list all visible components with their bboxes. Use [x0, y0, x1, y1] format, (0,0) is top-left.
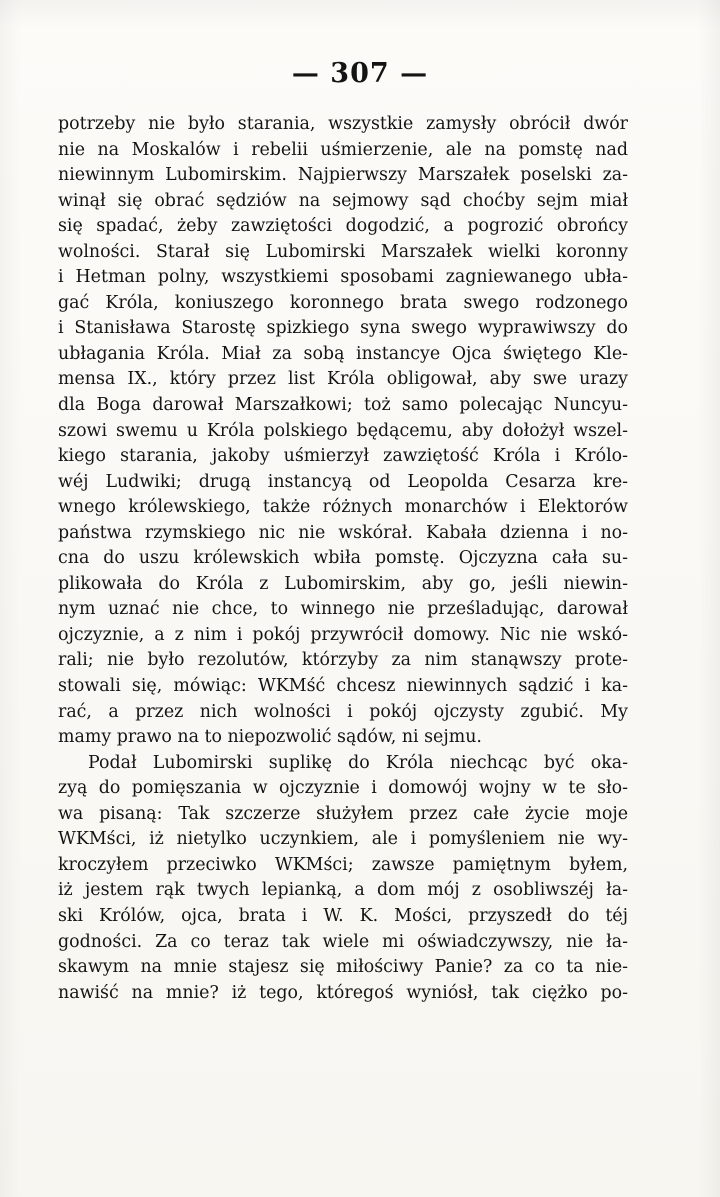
text-line: i Stanisława Starostę spizkiego syna swego wyprawiwszy do [58, 318, 628, 339]
text-line: kiego starania, jakoby uśmierzył zawziętość Króla i Królo- [58, 446, 628, 467]
paper-shadow-left [0, 0, 22, 1197]
text-line: państwa rzymskiego nic nie wskórał. Kabała dzienna i no- [58, 522, 628, 543]
text-line: wéj Ludwiki; drugą instancyą od Leopolda Cesarza kre- [58, 471, 628, 492]
text-line: winął się obrać sędziów na sejmowy sąd choćby sejm miał [58, 190, 628, 211]
text-line: Podał Lubomirski suplikę do Króla niechcąc być oka- [88, 752, 628, 773]
text-line: potrzeby nie było starania, wszystkie zamysły obrócił dwór [58, 114, 628, 134]
text-line: cna do uszu królewskich wbiła pomstę. Ojczyzna cała su- [58, 548, 628, 569]
text-line: się spadać, żeby zawziętości dogodzić, a pogrozić obrońcy [58, 216, 628, 237]
text-line: wnego królewskiego, także różnych monarchów i Elektorów [58, 497, 628, 518]
body-text [58, 112, 628, 1006]
text-line: mensa IX., który przez list Króla obligował, aby swe urazy [58, 369, 628, 390]
text-line: wolności. Starał się Lubomirski Marszałek wielki koronny [58, 241, 628, 262]
text-line: ski Królów, ojca, brata i W. K. Mości, przyszedł do téj [58, 905, 628, 926]
text-line: stowali się, mówiąc: WKMść chcesz niewinnych sądzić i ka- [58, 676, 628, 697]
text-line: niewinnym Lubomirskim. Najpierwszy Marszałek poselski za- [58, 165, 628, 186]
text-line: zyą do pomięszania w ojczyznie i domowój wojny w te sło- [58, 778, 628, 799]
paper-shadow-top [0, 0, 720, 28]
text-line: nawiść na mnie? iż tego, któregoś wyniósł, tak ciężko po- [58, 982, 628, 1003]
text-line: i Hetman polny, wszystkiemi sposobami zagniewanego ubła- [58, 267, 628, 288]
text-line: rali; nie było rezolutów, którzyby za nim stanąwszy prote- [58, 650, 628, 671]
page-number-header: — 307 — [291, 58, 429, 89]
paper-shadow-right [698, 0, 720, 1197]
text-line: ojczyznie, a z nim i pokój przywrócił domowy. Nic nie wskó- [58, 624, 628, 645]
text-line: ubłagania Króla. Miał za sobą instancye Ojca świętego Kle- [58, 343, 628, 364]
text-line: WKMści, iż nietylko uczynkiem, ale i pomyśleniem nie wy- [58, 829, 628, 850]
text-line: dla Boga darował Marszałkowi; toż samo polecając Nuncyu- [58, 395, 628, 416]
text-line: plikowała do Króla z Lubomirskim, aby go, jeśli niewin- [58, 573, 628, 594]
text-line: nym uznać nie chce, to winnego nie prześladując, darował [58, 599, 628, 620]
text-line: kroczyłem przeciwko WKMści; zawsze pamiętnym byłem, [58, 854, 628, 875]
text-line: godności. Za co teraz tak wiele mi oświadczywszy, nie ła- [58, 931, 628, 952]
text-line: mamy prawo na to niepozwolić sądów, ni sejmu. [58, 727, 482, 748]
text-line: gać Króla, koniuszego koronnego brata swego rodzonego [58, 292, 628, 313]
text-line: szowi swemu u Króla polskiego będącemu, aby dołożył wszel- [58, 420, 628, 441]
text-line: rać, a przez nich wolności i pokój ojczysty zgubić. My [58, 701, 628, 722]
text-line: wa pisaną: Tak szczerze służyłem przez całe życie moje [58, 803, 628, 824]
text-line: iż jestem rąk twych lepianką, a dom mój z osobliwszéj ła- [58, 880, 628, 901]
text-line: nie na Moskalów i rebelii uśmierzenie, ale na pomstę nad [58, 139, 628, 160]
text-line: skawym na mnie stajesz się miłościwy Panie? za co ta nie- [58, 957, 628, 978]
